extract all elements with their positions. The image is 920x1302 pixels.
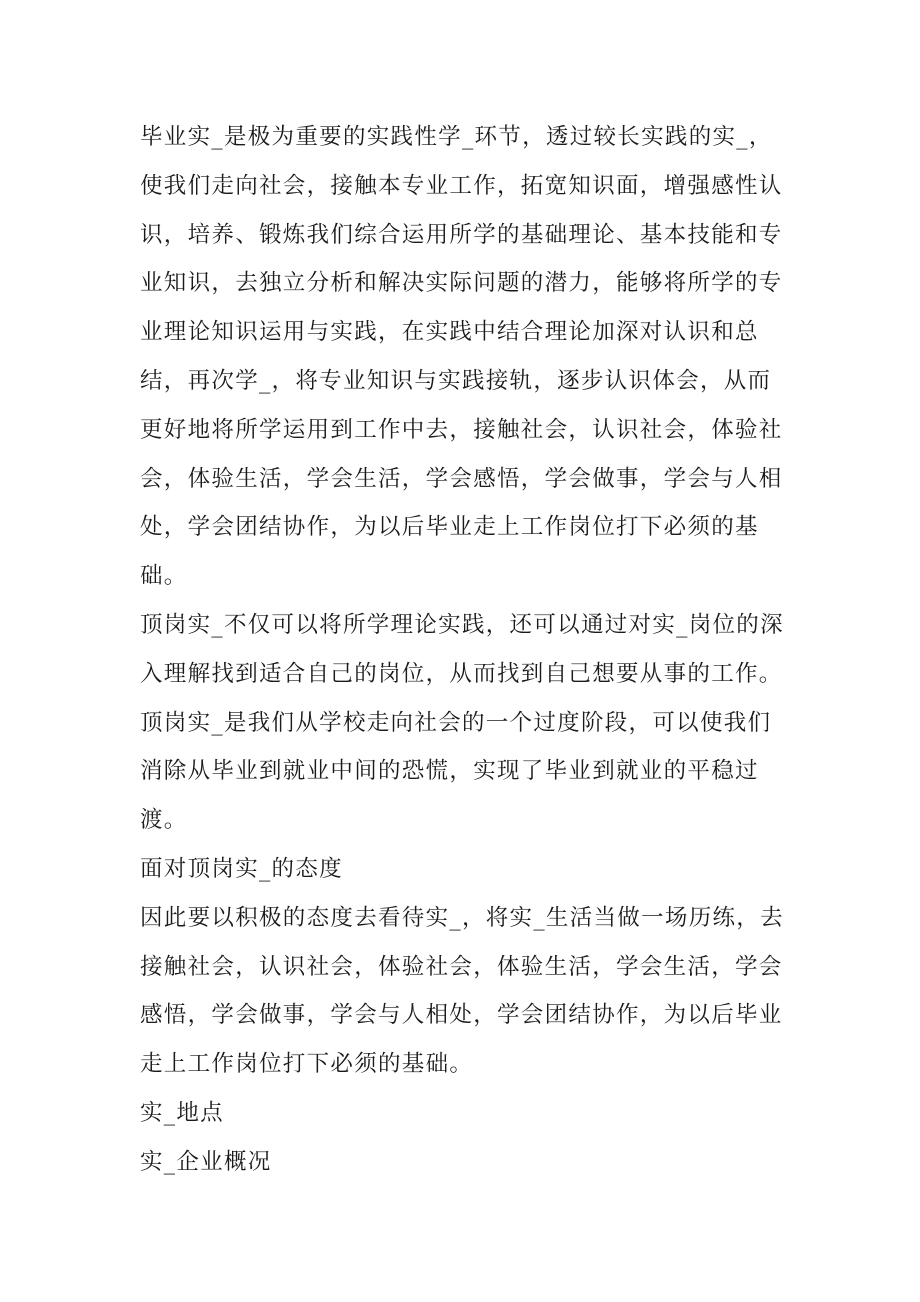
heading-attitude: 面对顶岗实_的态度 (140, 855, 343, 882)
heading-location: 实_地点 (140, 1099, 224, 1126)
heading-company-overview: 实_企业概况 (140, 1148, 272, 1175)
document-body (140, 113, 790, 1187)
paragraph-internship-importance: 毕业实_是极为重要的实践性学_环节，透过较长实践的实_，使我们走向社会，接触本专业工作，拓宽知识面，增强感性认识，培养、锻炼我们综合运用所学的基础理论、基本技能和专业知识，去独立分析和解决实际问题的潜力，能够将所学的专业理论知识运用与实践，在实践中结合理论加深对认识和总结，再次学_，将专业知识与实践接轨，逐步认识体会，从而更好地将所学运用到工作中去，接触社会，认识社会，体验社会，体验生活，学会生活，学会感悟，学会做事，学会与人相处，学会团结协作，为以后毕业走上工作岗位打下必须的基础。 (140, 124, 783, 590)
paragraph-attitude: 因此要以积极的态度去看待实_，将实_生活当做一场历练，去接触社会，认识社会，体验社会，体验生活，学会生活，学会感悟，学会做事，学会与人相处，学会团结协作，为以后毕业走上工作岗位打下必须的基础。 (140, 904, 784, 1078)
paragraph-post-internship: 顶岗实_不仅可以将所学理论实践，还可以通过对实_岗位的深入理解找到适合自己的岗位，从而找到自己想要从事的工作。顶岗实_是我们从学校走向社会的一个过度阶段，可以使我们消除从毕业到就业中间的恐慌，实现了毕业到就业的平稳过渡。 (140, 611, 784, 834)
